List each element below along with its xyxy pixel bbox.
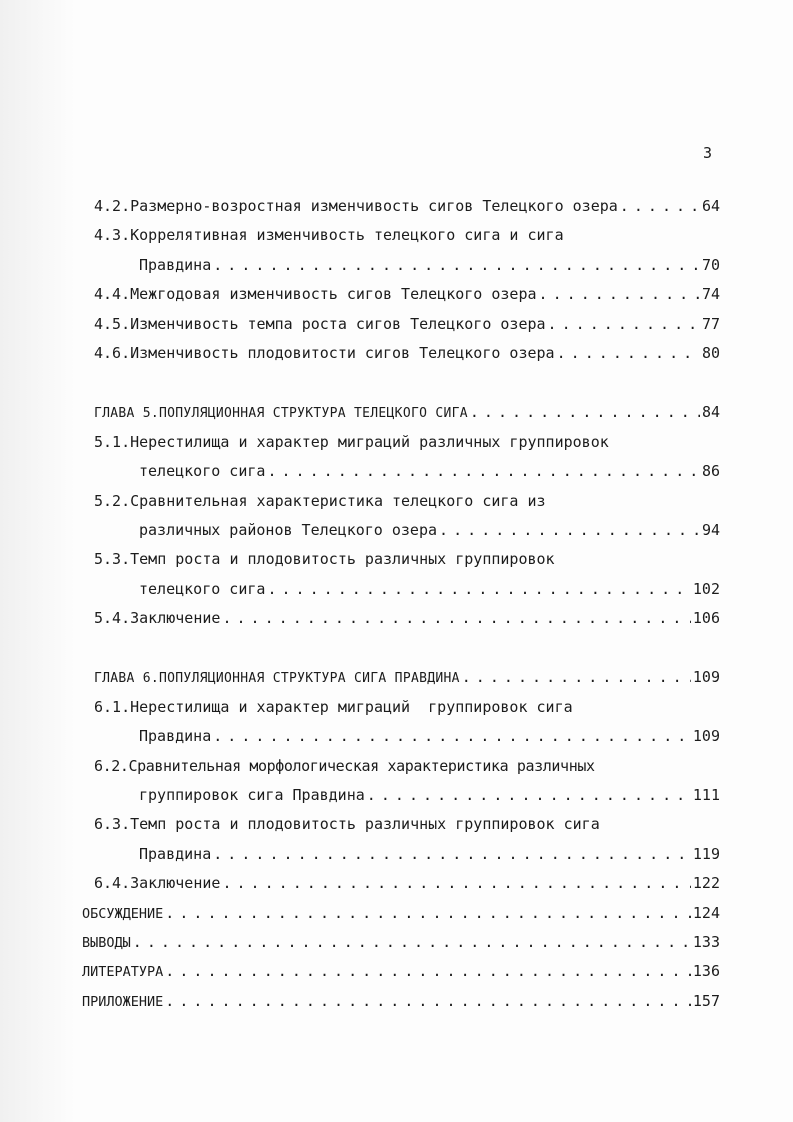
toc-appendix[interactable] [82, 987, 720, 1016]
leader-dots [222, 604, 690, 633]
leader-dots [213, 251, 700, 280]
leader-dots [439, 516, 700, 545]
leader-dots [539, 280, 700, 309]
toc-entry-page: 74 [701, 285, 720, 304]
toc-entry-6-3-cont[interactable] [94, 840, 720, 869]
toc-entry-6-1-cont[interactable] [94, 722, 720, 751]
page-number: 3 [703, 144, 713, 162]
toc-entry-title: 4.4.Межгодовая изменчивость сигов Телецкого озера [94, 285, 537, 304]
toc-entry-title: телецкого сига [139, 462, 266, 481]
toc-entry-title: 5.3.Темп роста и плодовитость различных группировок [94, 550, 555, 569]
toc-entry-title: 6.2.Сравнительная морфологическая характеристика различных [94, 756, 595, 775]
toc-entry-5-4[interactable] [94, 604, 720, 633]
toc-entry-title: 5.1.Нерестилища и характер миграций различных группировок [94, 432, 609, 451]
toc-entry-title: 5.2.Сравнительная характеристика телецкого сига из [94, 491, 546, 510]
toc-entry-5-2-cont[interactable] [94, 516, 720, 545]
toc-entry-page: 119 [692, 844, 720, 863]
toc-entry-4-6[interactable] [94, 339, 720, 368]
toc-chapter-5[interactable] [94, 398, 720, 427]
leader-dots [213, 840, 691, 869]
toc-entry-page: 64 [701, 197, 720, 215]
toc-entry-6-4[interactable] [94, 869, 720, 898]
toc-entry-title: Правдина [139, 727, 212, 746]
toc-entry-6-2[interactable] [94, 752, 720, 781]
toc-entry-title: Правдина [139, 844, 212, 863]
toc-entry-page: 136 [692, 962, 720, 981]
leader-dots [165, 899, 691, 928]
toc-entry-title: 5.4.Заключение [94, 609, 221, 628]
toc-entry-page: 111 [692, 786, 720, 805]
toc-entry-4-3-cont[interactable] [94, 251, 720, 280]
toc-entry-title: ВЫВОДЫ [82, 934, 131, 951]
scan-edge-shadow [0, 0, 75, 1122]
toc-entry-5-3[interactable] [94, 545, 720, 574]
leader-dots [470, 398, 700, 427]
toc-entry-title: 6.3.Темп роста и плодовитость различных группировок сига [94, 815, 600, 834]
chapter-title: ГЛАВА 6.ПОПУЛЯЦИОННАЯ СТРУКТУРА СИГА ПРАВДИНА [94, 671, 460, 687]
leader-dots [133, 928, 691, 957]
leader-dots [165, 987, 691, 1016]
toc-entry-page: 157 [692, 991, 720, 1010]
leader-dots [367, 781, 691, 810]
toc-entry-title: 4.6.Изменчивость плодовитости сигов Телецкого озера [94, 343, 555, 362]
toc-entry-title: 4.5.Изменчивость темпа роста сигов Телецкого озера [94, 314, 546, 333]
toc-entry-4-3[interactable] [94, 221, 720, 250]
chapter-page: 109 [692, 668, 720, 687]
toc-entry-title: ОБСУЖДЕНИЕ [82, 905, 164, 922]
toc-entry-title: ПРИЛОЖЕНИЕ [82, 993, 164, 1010]
toc-entry-page: 102 [692, 579, 720, 598]
toc-entry-title: группировок сига Правдина [139, 786, 365, 805]
leader-dots [213, 722, 691, 751]
toc-conclusions[interactable] [82, 928, 720, 957]
chapter-title: ГЛАВА 5.ПОПУЛЯЦИОННАЯ СТРУКТУРА ТЕЛЕЦКОГО СИГА [94, 406, 468, 422]
toc-chapter-6[interactable] [94, 663, 720, 692]
toc-entry-6-1[interactable] [94, 693, 720, 722]
toc-entry-4-5[interactable] [94, 310, 720, 339]
toc-entry-page: 86 [701, 462, 720, 481]
leader-dots [267, 575, 690, 604]
table-of-contents [82, 192, 720, 1016]
chapter-page: 84 [701, 403, 720, 422]
toc-entry-page: 94 [701, 520, 720, 539]
section-gap [94, 633, 720, 663]
toc-entry-title: ЛИТЕРАТУРА [82, 964, 164, 981]
toc-entry-page: 133 [692, 932, 720, 951]
leader-dots [557, 339, 700, 368]
toc-entry-5-3-cont[interactable] [94, 575, 720, 604]
toc-entry-page: 106 [692, 609, 720, 628]
leader-dots [548, 310, 700, 339]
toc-entry-title: Правдина [139, 255, 212, 274]
leader-dots [267, 457, 700, 486]
toc-literature[interactable] [82, 957, 720, 986]
leader-dots [222, 869, 690, 898]
toc-entry-5-2[interactable] [94, 487, 720, 516]
toc-entry-4-4[interactable] [94, 280, 720, 309]
toc-entry-page: 77 [701, 314, 720, 333]
leader-dots [165, 957, 691, 986]
toc-entry-title: различных районов Телецкого озера [139, 520, 438, 539]
toc-entry-title: 4.2.Размерно-возростная изменчивость сигов Телецкого озера [94, 197, 618, 215]
leader-dots [462, 663, 691, 692]
toc-entry-title: телецкого сига [139, 579, 266, 598]
toc-entry-6-3[interactable] [94, 810, 720, 839]
toc-entry-5-1-cont[interactable] [94, 457, 720, 486]
toc-entry-title: 6.1.Нерестилища и характер миграций группировок сига [94, 697, 573, 716]
leader-dots [620, 192, 700, 221]
toc-entry-page: 70 [701, 255, 720, 274]
toc-entry-title: 4.3.Коррелятивная изменчивость телецкого сига и сига [94, 226, 564, 245]
toc-entry-6-2-cont[interactable] [94, 781, 720, 810]
toc-entry-5-1[interactable] [94, 428, 720, 457]
toc-entry-page: 122 [692, 874, 720, 893]
toc-entry-4-2[interactable] [94, 192, 720, 221]
toc-entry-page: 80 [701, 343, 720, 362]
toc-entry-page: 124 [692, 903, 720, 922]
toc-entry-page: 109 [692, 727, 720, 746]
toc-discussion[interactable] [82, 899, 720, 928]
section-gap [94, 368, 720, 398]
toc-entry-title: 6.4.Заключение [94, 874, 221, 893]
